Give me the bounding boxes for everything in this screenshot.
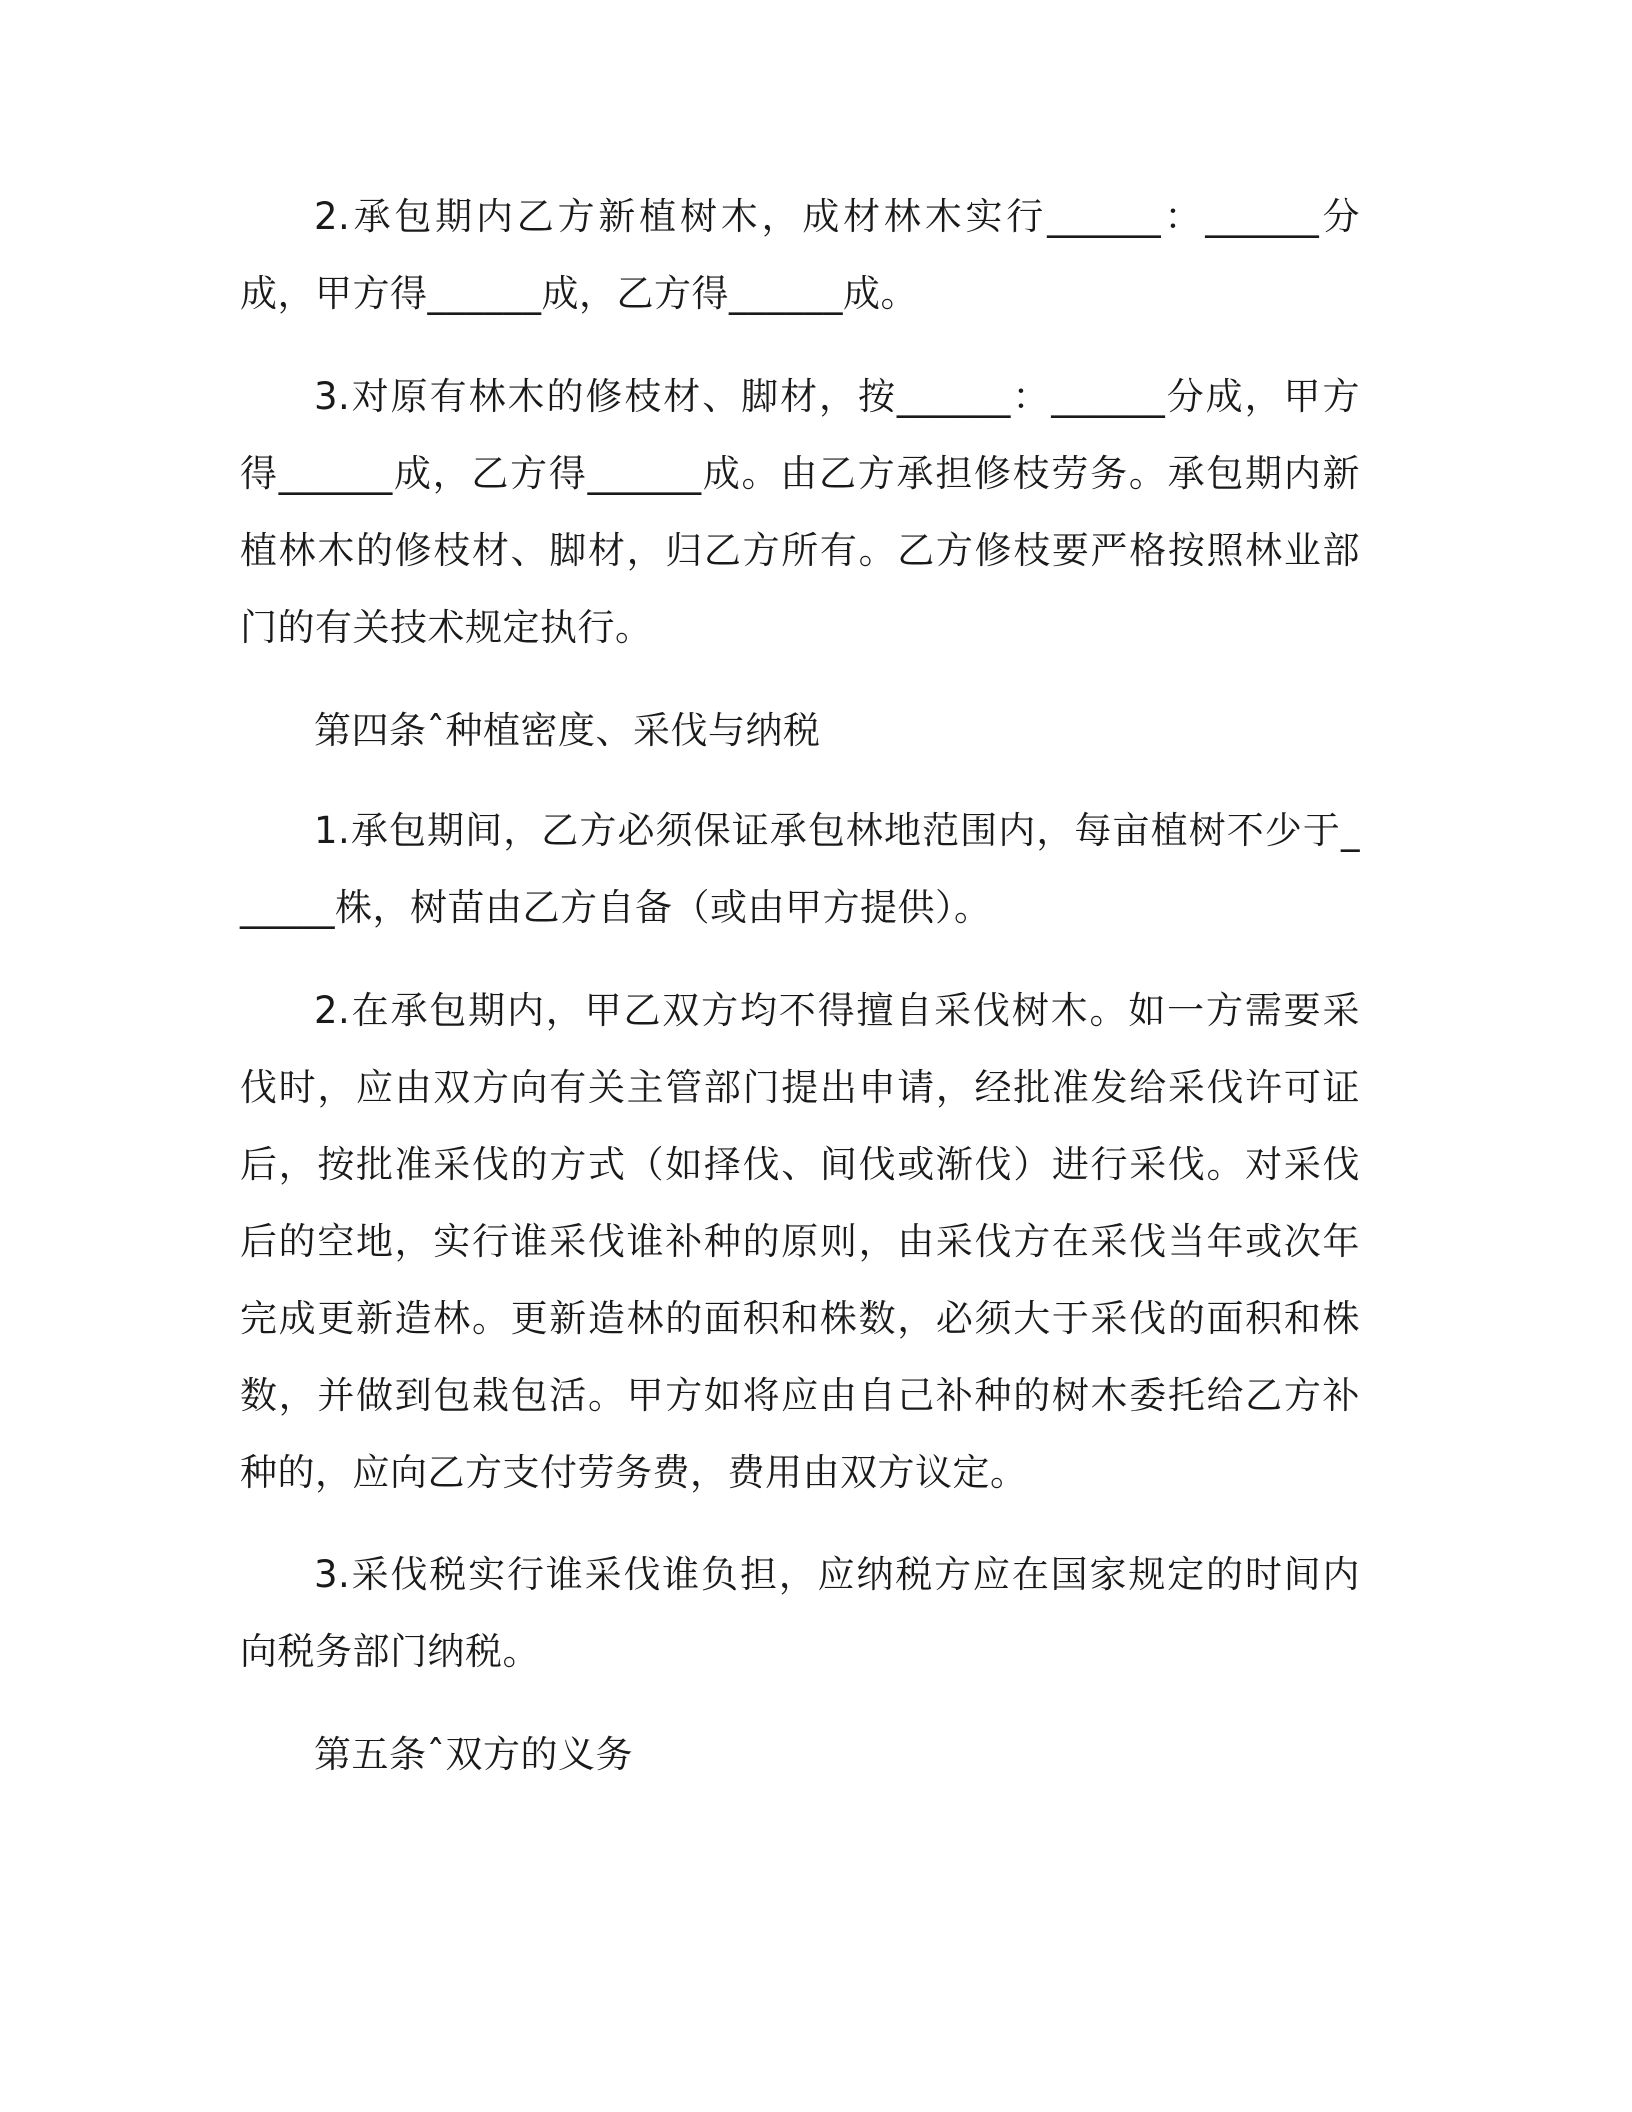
paragraph-clause-3-item-2: 2.承包期内乙方新植树木，成材林木实行______：______分成，甲方得______成，乙方得______成。 bbox=[240, 195, 1360, 315]
heading-article-5: 第五条ˆ双方的义务 bbox=[314, 1733, 633, 1776]
paragraph-clause-3-item-3: 3.对原有林木的修枝材、脚材，按______：______分成，甲方得______成，乙方得______成。由乙方承担修枝劳务。承包期内新植林木的修枝材、脚材，归乙方所有。乙方修枝要严格按照林业部门的有关技术规定执行。 bbox=[240, 375, 1360, 649]
paragraph-clause-4-item-1: 1.承包期间，乙方必须保证承包林地范围内，每亩植树不少于______株，树苗由乙方自备（或由甲方提供）。 bbox=[240, 809, 1360, 929]
paragraph-clause-4-item-3: 3.采伐税实行谁采伐谁负担，应纳税方应在国家规定的时间内向税务部门纳税。 bbox=[240, 1553, 1360, 1673]
paragraph-clause-4-item-2: 2.在承包期内，甲乙双方均不得擅自采伐树木。如一方需要采伐时，应由双方向有关主管部门提出申请，经批准发给采伐许可证后，按批准采伐的方式（如择伐、间伐或渐伐）进行采伐。对采伐后的空地，实行谁采伐谁补种的原则，由采伐方在采伐当年或次年完成更新造林。更新造林的面积和株数，必须大于采伐的面积和株数，并做到包栽包活。甲方如将应由自己补种的树木委托给乙方补种的，应向乙方支付劳务费，费用由双方议定。 bbox=[240, 989, 1360, 1494]
heading-article-4: 第四条ˆ种植密度、采伐与纳税 bbox=[314, 709, 821, 752]
